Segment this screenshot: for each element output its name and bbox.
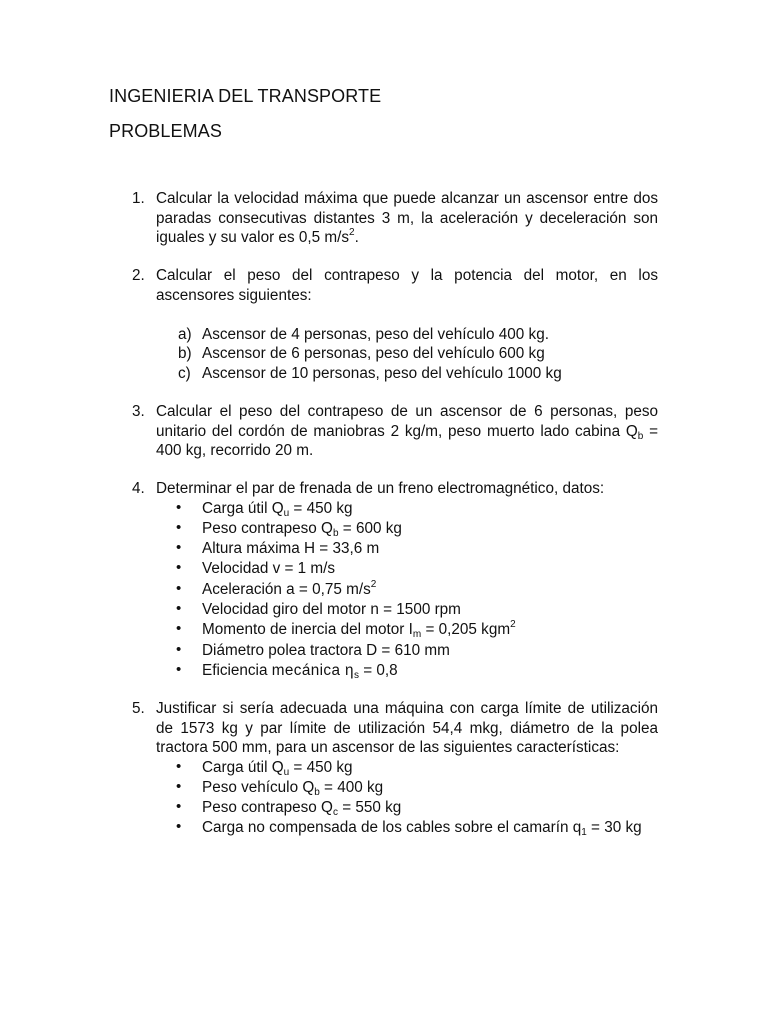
problem-4 bbox=[132, 479, 658, 681]
list-item: • Velocidad v = 1 m/s bbox=[176, 559, 336, 578]
document-subtitle: PROBLEMAS bbox=[109, 121, 222, 141]
data-list bbox=[156, 499, 658, 682]
list-item: • Peso vehículo $Q_b = 400$ kg bbox=[176, 777, 384, 798]
list-item: • Diámetro polea tractora D = 610 mm bbox=[176, 640, 450, 659]
problem-2 bbox=[132, 266, 658, 383]
problem-number: 3. bbox=[132, 403, 145, 420]
problem-5 bbox=[132, 699, 658, 839]
document-title: INGENIERIA DEL TRANSPORTE bbox=[109, 86, 382, 106]
problem-text: Calcular el peso del contrapeso y la potencia del motor, en los ascensores siguientes: bbox=[156, 267, 658, 304]
problem-3 bbox=[132, 402, 658, 461]
list-item: • Carga no compensada de los cables sobre el camarín $q_1 = 30$ kg bbox=[176, 818, 642, 839]
list-item: • Peso contrapeso $Q_b = 600$ kg bbox=[176, 518, 402, 539]
sub-list bbox=[156, 325, 658, 384]
list-item: • Eficiencia mecánica $\eta_s = 0,8$ bbox=[176, 660, 398, 681]
list-item: • Peso contrapeso $Q_c = 550$ kg bbox=[176, 798, 402, 819]
list-item: a) Ascensor de 4 personas, peso del vehículo 400 kg. bbox=[178, 325, 549, 343]
problem-number: 1. bbox=[132, 190, 145, 207]
list-item: • Carga útil $Q_u = 450$ kg bbox=[176, 757, 353, 778]
list-item: • Altura máxima H = 33,6 m bbox=[176, 539, 380, 558]
problem-number: 2. bbox=[132, 267, 145, 284]
problem-text: Calcular el peso del contrapeso de un ascensor de 6 personas, peso unitario del cordón de maniobras 2 kg/m, peso muerto lado cabina $Q_b = 400$ kg, recorrido 20 m. bbox=[156, 403, 659, 459]
data-list bbox=[156, 758, 658, 839]
list-item: • Velocidad giro del motor n = 1500 rpm bbox=[176, 599, 461, 618]
list-item: • Carga útil $Q_u = 450$ kg bbox=[176, 498, 353, 519]
problem-text: Justificar si sería adecuada una máquina con carga límite de utilización de 1573 kg y par límite de utilización 54,4 mkg, diámetro de la polea tractora 500 mm, para un ascensor de las siguientes características: bbox=[156, 700, 658, 756]
problem-text: Calcular la velocidad máxima que puede alcanzar un ascensor entre dos paradas consecutivas distantes 3 m, la aceleración y deceleración son iguales y su valor es 0,5 $m/s^2$. bbox=[156, 190, 658, 246]
problem-number: 4. bbox=[132, 480, 145, 497]
problem-1 bbox=[132, 189, 658, 248]
list-item: b) Ascensor de 6 personas, peso del vehículo 600 kg bbox=[178, 345, 545, 362]
problem-text: Determinar el par de frenada de un freno electromagnético, datos: bbox=[156, 480, 605, 497]
problem-number: 5. bbox=[132, 700, 145, 717]
list-item: • Aceleración a = 0,75 $m/s^2$ bbox=[176, 578, 377, 598]
list-item: c) Ascensor de 10 personas, peso del vehículo 1000 kg bbox=[178, 364, 562, 382]
list-item: • Momento de inercia del motor $I_m = 0,205$ kgm$^2$ bbox=[176, 619, 516, 641]
